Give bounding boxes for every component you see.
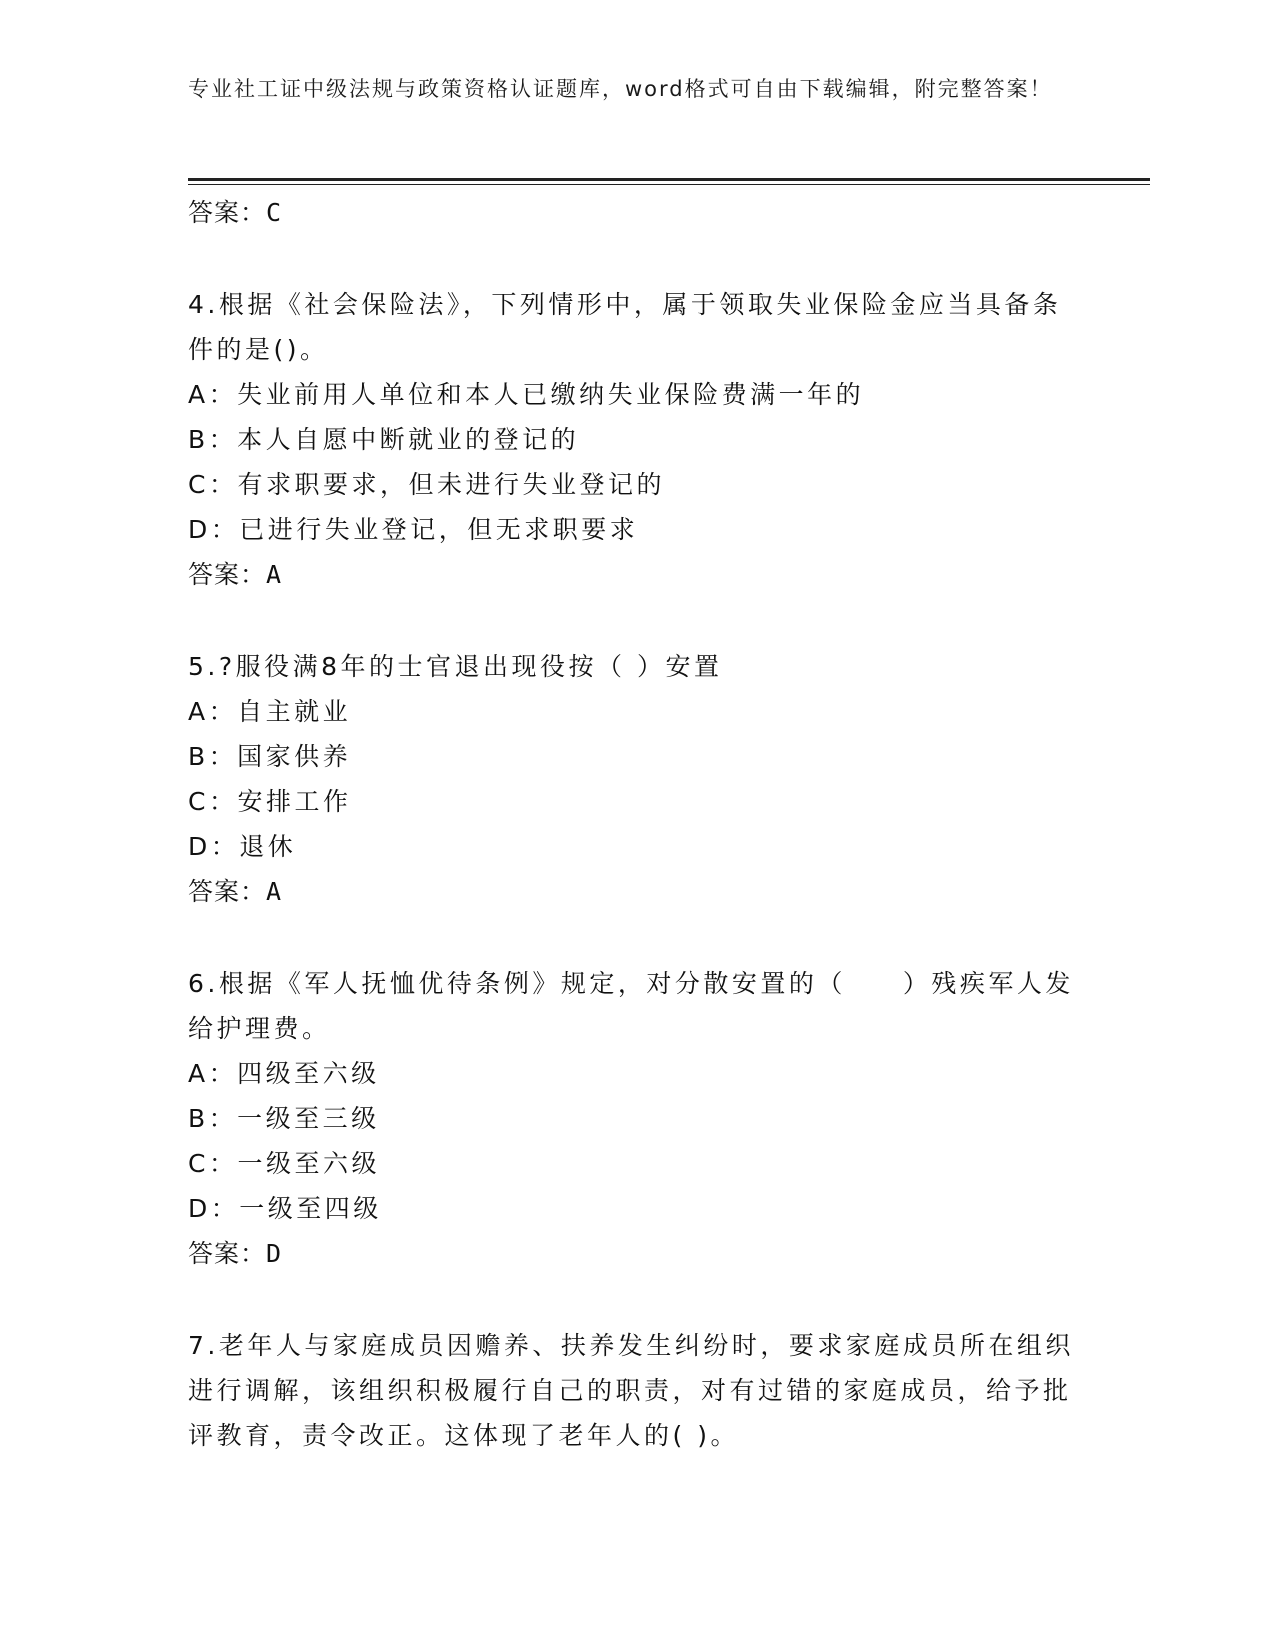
question-4-option-d: D：已进行失业登记，但无求职要求 [188, 515, 639, 544]
page-header [188, 74, 1068, 105]
question-5-option-c: C：安排工作 [188, 787, 352, 816]
question-4-option-b: B：本人自愿中断就业的登记的 [188, 425, 580, 454]
question-4-option-a: A：失业前用人单位和本人已缴纳失业保险费满一年的 [188, 380, 865, 409]
question-6-option-c: C：一级至六级 [188, 1149, 380, 1178]
question-6-option-b: B：一级至三级 [188, 1104, 380, 1133]
question-5-option-d: D：退休 [188, 832, 297, 861]
answer-value: A [266, 560, 283, 589]
header-divider [188, 178, 1150, 181]
question-5-stem: 5.?服役满8年的士官退出现役按（ ）安置 [188, 652, 723, 681]
question-5-option-b: B：国家供养 [188, 742, 352, 771]
answer-line [188, 869, 1088, 915]
answer-label: 答案： [188, 199, 267, 227]
answer-line [188, 552, 1088, 598]
answer-label: 答案： [188, 878, 267, 906]
answer-label: 答案： [188, 1240, 267, 1268]
question-4-option-c: C：有求职要求，但未进行失业登记的 [188, 470, 665, 499]
question-list [188, 190, 1088, 1458]
question-6-option-d: D：一级至四级 [188, 1194, 382, 1223]
answer-line [188, 1231, 1088, 1277]
question-5-option-a: A：自主就业 [188, 697, 352, 726]
header-text: 专业社工证中级法规与政策资格认证题库，word格式可自由下载编辑，附完整答案！ [188, 77, 1053, 101]
question-4-stem: 4.根据《社会保险法》，下列情形中，属于领取失业保险金应当具备条件的是()。 [188, 290, 1062, 364]
question-6-stem: 6.根据《军人抚恤优待条例》规定，对分散安置的（ ）残疾军人发给护理费。 [188, 969, 1074, 1043]
question-7-stem: 7.老年人与家庭成员因赡养、扶养发生纠纷时，要求家庭成员所在组织进行调解，该组织积极履行自己的职责，对有过错的家庭成员，给予批评教育，责令改正。这体现了老年人的( )。 [188, 1331, 1074, 1450]
answer-value: D [266, 1239, 283, 1268]
question-6-option-a: A：四级至六级 [188, 1059, 380, 1088]
answer-label: 答案： [188, 561, 267, 589]
answer-value: A [266, 877, 283, 906]
answer-line [188, 190, 1088, 236]
answer-value: C [266, 198, 283, 227]
header-divider-thin [188, 184, 1150, 185]
